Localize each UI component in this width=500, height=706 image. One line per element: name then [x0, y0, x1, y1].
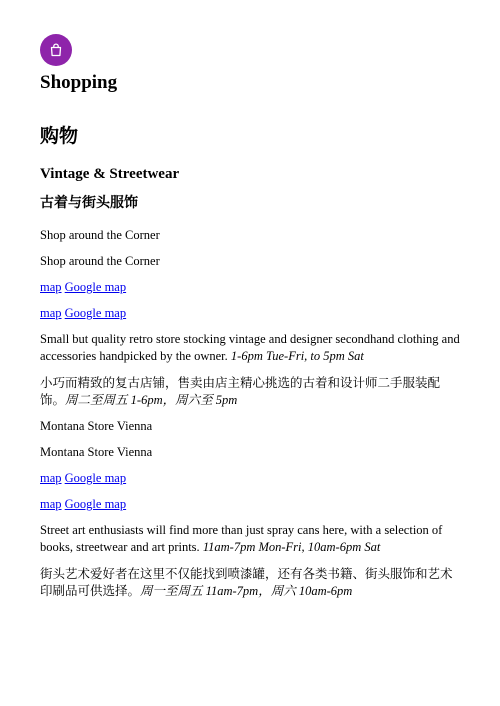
store-description-text: Small but quality retro store stocking vintage and designer secondhand clothing and accessories handpicked by the owner. — [40, 332, 460, 363]
store-description-cn — [40, 565, 460, 600]
store-description-text: Street art enthusiasts will find more than just spray cans here, with a selection of books, streetwear and art prints. — [40, 523, 443, 554]
shopping-bag-icon — [48, 42, 64, 58]
store-hours-cn-days: 周一至周五 — [140, 583, 203, 598]
store-name: Shop around the Corner — [40, 228, 160, 242]
store-description-cn — [40, 374, 460, 409]
store-hours-cn-days: 周二至周五 — [65, 392, 128, 407]
map-link[interactable]: map — [40, 306, 62, 320]
store-description-text-cn: 街头艺术爱好者在这里不仅能找到喷漆罐，还有各类书籍、街头服饰和艺术印刷品可供选择。 — [40, 566, 453, 598]
shopping-category-badge — [40, 34, 72, 66]
store-hours-cn-days2: ，周六 — [258, 583, 296, 598]
store-name-cn: Montana Store Vienna — [40, 445, 153, 459]
google-map-link[interactable]: Google map — [64, 280, 127, 294]
google-map-link[interactable]: Google map — [64, 497, 127, 511]
store-hours-cn-time: 11am-7pm — [202, 584, 259, 598]
store-description — [40, 522, 460, 556]
store-name-cn: Shop around the Corner — [40, 254, 160, 268]
google-map-link[interactable]: Google map — [64, 471, 127, 485]
store-description — [40, 331, 460, 365]
section-title: Vintage & Streetwear — [40, 166, 180, 182]
section-title-cn: 古着与街头服饰 — [40, 195, 138, 211]
page-title-cn: 购物 — [40, 125, 79, 147]
store-links-cn — [40, 496, 460, 513]
store-hours-cn-days2: ，周六至 — [162, 392, 213, 407]
google-map-link[interactable]: Google map — [64, 306, 127, 320]
store-hours-cn-time2: 10am-6pm — [295, 584, 353, 598]
store-hours: 11am-7pm Mon-Fri, 10am-6pm Sat — [202, 540, 381, 554]
store-name: Montana Store Vienna — [40, 419, 153, 433]
map-link[interactable]: map — [40, 280, 62, 294]
page-title: Shopping — [40, 72, 118, 93]
map-link[interactable]: map — [40, 497, 62, 511]
store-description-text-cn: 小巧而精致的复古店铺，售卖由店主精心挑选的古着和设计师二手服装配饰。 — [40, 375, 441, 407]
store-hours-cn-time: 1-6pm — [127, 393, 163, 407]
store-links — [40, 470, 460, 487]
map-link[interactable]: map — [40, 471, 62, 485]
store-hours-cn-time2: 5pm — [212, 393, 238, 407]
store-links-cn — [40, 305, 460, 322]
store-hours: 1-6pm Tue-Fri, to 5pm Sat — [230, 349, 364, 363]
store-links — [40, 279, 460, 296]
